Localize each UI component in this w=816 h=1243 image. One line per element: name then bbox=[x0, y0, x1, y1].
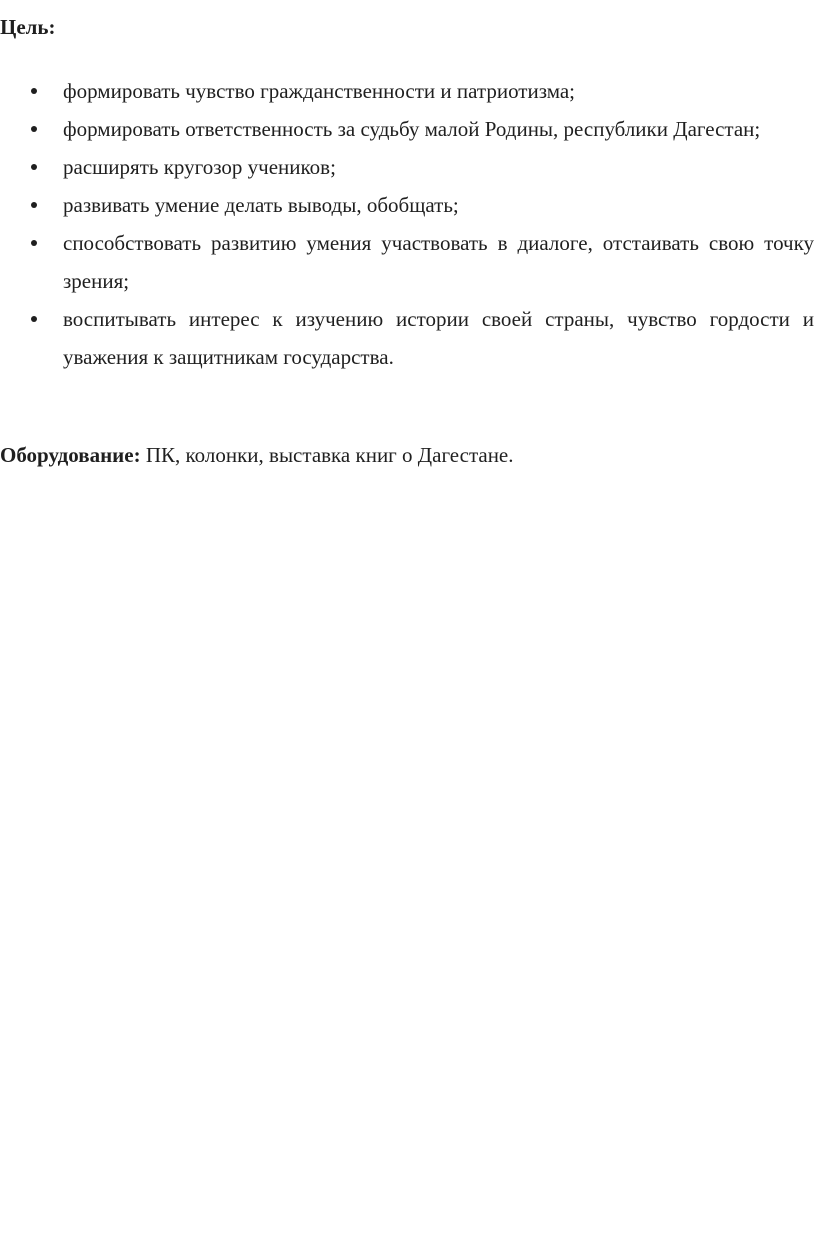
equipment-label: Оборудование: bbox=[0, 443, 141, 467]
equipment-text: ПК, колонки, выставка книг о Дагестане. bbox=[140, 443, 514, 467]
goal-text: способствовать развитию умения участвовать в диалоге, отстаивать свою точку зрения; bbox=[63, 231, 814, 293]
bullet-icon bbox=[31, 126, 37, 132]
goal-text: расширять кругозор учеников; bbox=[63, 155, 336, 179]
list-item bbox=[0, 72, 816, 110]
bullet-icon bbox=[31, 240, 37, 246]
bullet-icon bbox=[31, 88, 37, 94]
list-item bbox=[0, 224, 816, 300]
list-item bbox=[0, 186, 816, 224]
list-item bbox=[0, 300, 816, 376]
goal-text: воспитывать интерес к изучению истории своей страны, чувство гордости и уважения к защитникам государства. bbox=[63, 307, 814, 369]
goal-heading: Цель: bbox=[0, 15, 56, 39]
equipment-line bbox=[0, 441, 514, 469]
goal-text: формировать чувство гражданственности и патриотизма; bbox=[63, 79, 576, 103]
goal-list bbox=[0, 72, 816, 376]
goal-text: развивать умение делать выводы, обобщать; bbox=[63, 193, 459, 217]
list-item bbox=[0, 148, 816, 186]
bullet-icon bbox=[31, 164, 37, 170]
list-item bbox=[0, 110, 816, 148]
bullet-icon bbox=[31, 202, 37, 208]
goal-text: формировать ответственность за судьбу малой Родины, республики Дагестан; bbox=[63, 117, 761, 141]
bullet-icon bbox=[31, 316, 37, 322]
